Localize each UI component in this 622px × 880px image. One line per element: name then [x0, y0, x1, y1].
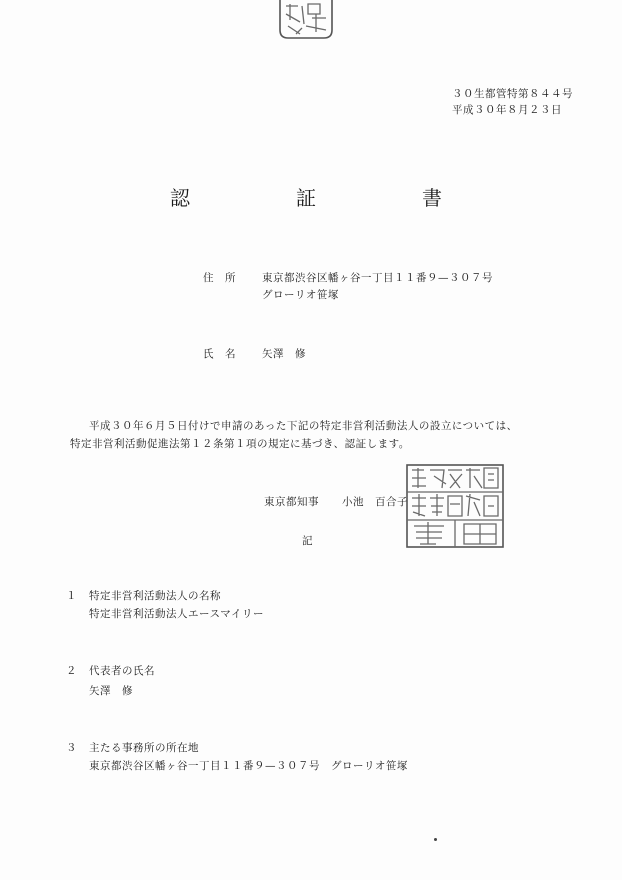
- address-label: 住 所: [203, 272, 236, 284]
- ki-label: 記: [302, 535, 313, 547]
- name-label: 氏 名: [203, 348, 236, 360]
- issue-date: 平成３０年８月２３日: [452, 104, 562, 116]
- item-heading: 主たる事務所の所在地: [89, 742, 199, 754]
- item-value: 矢澤 修: [89, 685, 133, 697]
- item-value: 特定非営利活動法人エースマイリー: [89, 608, 265, 620]
- title-char-2: 証: [296, 186, 316, 210]
- address-line2: グローリオ笹塚: [262, 289, 339, 301]
- item-number: １: [66, 590, 77, 602]
- item-number: ２: [66, 665, 77, 677]
- top-seal-icon: [276, 0, 336, 42]
- title-char-1: 認: [170, 186, 190, 210]
- body-line-1: 平成３０年６月５日付けで申請のあった下記の特定非営利活動法人の設立については、: [89, 420, 518, 432]
- signature-title: 東京都知事: [264, 496, 319, 508]
- item-heading: 代表者の氏名: [89, 665, 155, 677]
- item-value: 東京都渋谷区幡ヶ谷一丁目１１番９—３０７号 グローリオ笹塚: [89, 760, 408, 772]
- signature-name: 小池 百合子: [342, 496, 408, 508]
- item-number: ３: [66, 742, 77, 754]
- body-line-2: 特定非営利活動促進法第１２条第１項の規定に基づき、認証します。: [70, 438, 410, 450]
- title-char-3: 書: [422, 186, 442, 210]
- document-number: ３０生都管特第８４４号: [452, 88, 573, 100]
- scan-speck: [434, 838, 437, 841]
- recipient-name: 矢澤 修: [262, 348, 306, 360]
- item-heading: 特定非営利活動法人の名称: [89, 590, 221, 602]
- official-seal-icon: [404, 462, 506, 550]
- address-line1: 東京都渋谷区幡ヶ谷一丁目１１番９—３０７号: [262, 272, 493, 284]
